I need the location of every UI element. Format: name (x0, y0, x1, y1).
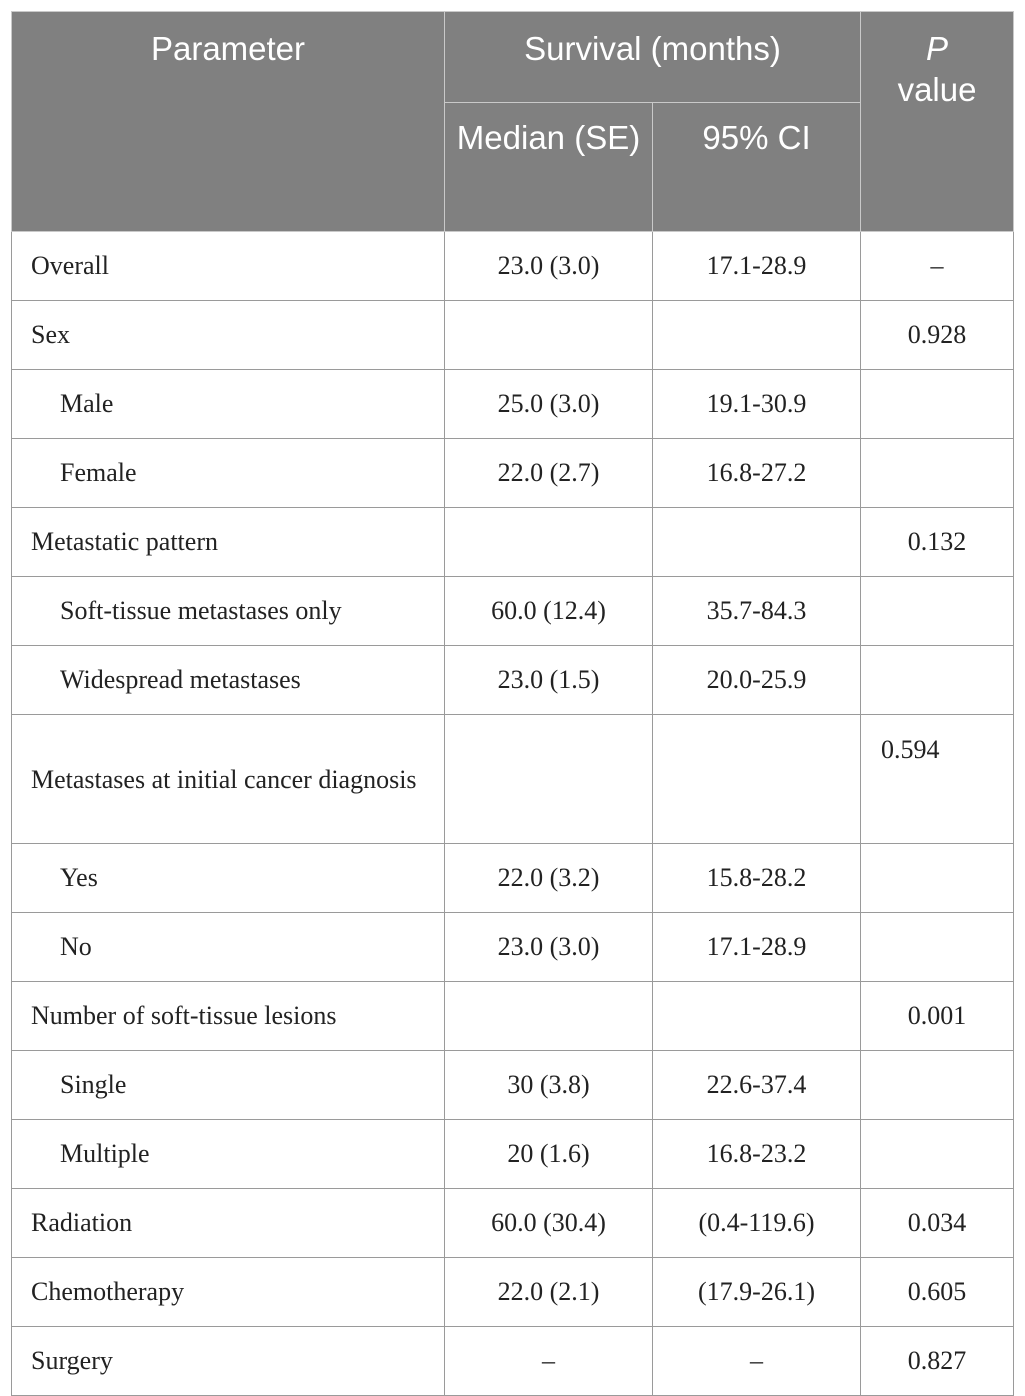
row-median (445, 982, 653, 1051)
table-row-surgery (12, 1327, 1014, 1396)
row-ci: 16.8-27.2 (653, 439, 861, 508)
header-survival: Survival (months) (445, 12, 861, 103)
row-label: Female (12, 439, 445, 508)
row-p-value: 0.034 (861, 1189, 1014, 1258)
row-label: Radiation (12, 1189, 445, 1258)
row-label: Soft-tissue metastases only (12, 577, 445, 646)
table-row-female (12, 439, 1014, 508)
row-ci: (0.4-119.6) (653, 1189, 861, 1258)
table-row-chemotherapy (12, 1258, 1014, 1327)
row-ci: 17.1-28.9 (653, 232, 861, 301)
row-ci: 19.1-30.9 (653, 370, 861, 439)
header-p-letter: P (926, 30, 949, 67)
row-label: Yes (12, 844, 445, 913)
header-ci: 95% CI (653, 103, 861, 232)
row-median: 60.0 (12.4) (445, 577, 653, 646)
header-p-word: value (897, 71, 977, 108)
row-ci (653, 508, 861, 577)
row-p-value: 0.605 (861, 1258, 1014, 1327)
row-p-value: – (861, 232, 1014, 301)
row-ci: 35.7-84.3 (653, 577, 861, 646)
row-ci (653, 715, 861, 844)
row-p-value (861, 577, 1014, 646)
table-row-lesion-count (12, 982, 1014, 1051)
row-ci: 15.8-28.2 (653, 844, 861, 913)
row-p-value (861, 913, 1014, 982)
row-median: 60.0 (30.4) (445, 1189, 653, 1258)
row-p-value (861, 439, 1014, 508)
table-row-metastatic-pattern (12, 508, 1014, 577)
row-median: 22.0 (3.2) (445, 844, 653, 913)
row-median: 23.0 (3.0) (445, 232, 653, 301)
row-label: Widespread metastases (12, 646, 445, 715)
table-row-metastases-initial (12, 715, 1014, 844)
row-p-value (861, 1051, 1014, 1120)
row-label: Sex (12, 301, 445, 370)
row-p-value (861, 1120, 1014, 1189)
table-row-radiation (12, 1189, 1014, 1258)
row-ci: 16.8-23.2 (653, 1120, 861, 1189)
row-p-value (861, 844, 1014, 913)
row-label: Surgery (12, 1327, 445, 1396)
table-row-single (12, 1051, 1014, 1120)
table-row-widespread (12, 646, 1014, 715)
row-label: Single (12, 1051, 445, 1120)
row-median: 22.0 (2.7) (445, 439, 653, 508)
row-median (445, 715, 653, 844)
row-p-value (861, 646, 1014, 715)
table-row-male (12, 370, 1014, 439)
row-ci: 20.0-25.9 (653, 646, 861, 715)
row-median: 20 (1.6) (445, 1120, 653, 1189)
table-row-soft-tissue-only (12, 577, 1014, 646)
row-median: 23.0 (1.5) (445, 646, 653, 715)
row-p-value: 0.827 (861, 1327, 1014, 1396)
row-label: Chemotherapy (12, 1258, 445, 1327)
header-p-value (861, 12, 1014, 232)
survival-table (11, 11, 1014, 1396)
row-median: 22.0 (2.1) (445, 1258, 653, 1327)
row-median: – (445, 1327, 653, 1396)
row-label: Male (12, 370, 445, 439)
row-ci: 17.1-28.9 (653, 913, 861, 982)
row-label: Overall (12, 232, 445, 301)
table-row-sex (12, 301, 1014, 370)
row-label: Metastatic pattern (12, 508, 445, 577)
table-row-overall (12, 232, 1014, 301)
row-label: Multiple (12, 1120, 445, 1189)
row-label: Number of soft-tissue lesions (12, 982, 445, 1051)
row-median: 25.0 (3.0) (445, 370, 653, 439)
row-label: No (12, 913, 445, 982)
table-row-no (12, 913, 1014, 982)
row-ci (653, 982, 861, 1051)
row-p-value: 0.594 (861, 715, 1014, 844)
row-p-value: 0.132 (861, 508, 1014, 577)
row-median (445, 301, 653, 370)
row-median (445, 508, 653, 577)
header-parameter: Parameter (12, 12, 445, 232)
row-ci: – (653, 1327, 861, 1396)
row-ci: 22.6-37.4 (653, 1051, 861, 1120)
row-p-value (861, 370, 1014, 439)
header-median: Median (SE) (445, 103, 653, 232)
row-median: 23.0 (3.0) (445, 913, 653, 982)
row-label: Metastases at initial cancer diagnosis (12, 715, 445, 844)
row-median: 30 (3.8) (445, 1051, 653, 1120)
table-row-multiple (12, 1120, 1014, 1189)
row-ci: (17.9-26.1) (653, 1258, 861, 1327)
row-ci (653, 301, 861, 370)
row-p-value: 0.928 (861, 301, 1014, 370)
row-p-value: 0.001 (861, 982, 1014, 1051)
table-row-yes (12, 844, 1014, 913)
